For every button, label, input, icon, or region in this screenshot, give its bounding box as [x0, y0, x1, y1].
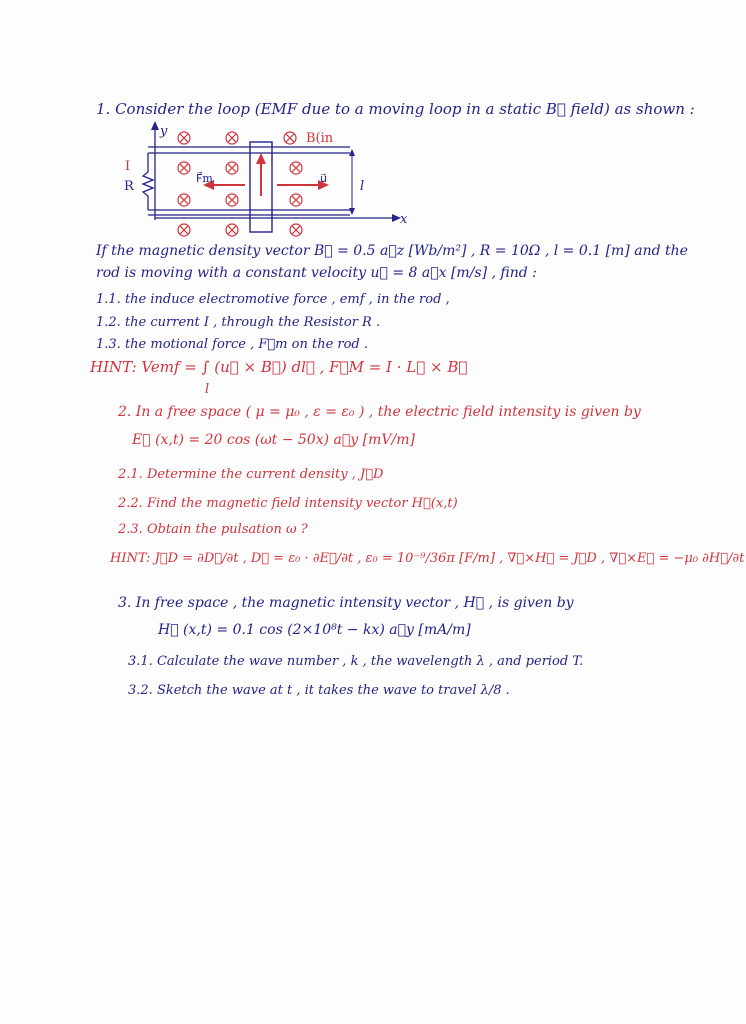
current-label: I — [125, 159, 131, 174]
q2-item-2: 2.2. Find the magnetic field intensity vector H⃗(x,t) — [118, 496, 458, 511]
length-label: l — [360, 179, 365, 194]
q2-item-1: 2.1. Determine the current density , J⃗D — [118, 467, 384, 482]
q3-line2: H⃗ (x,t) = 0.1 cos (2×10⁸t − kx) a⃗y [mA/m] — [158, 622, 471, 638]
q1-item-3: 1.3. the motional force , F⃗m on the rod . — [96, 337, 369, 352]
q2-item-3: 2.3. Obtain the pulsation ω ? — [118, 522, 308, 537]
q3-item-1: 3.1. Calculate the wave number , k , the wavelength λ , and period T. — [128, 654, 584, 669]
q2-line1: 2. In a free space ( μ = μ₀ , ε = ε₀ ) , the electric field intensity is given by — [118, 404, 641, 420]
resistor-label: R — [124, 179, 134, 194]
current-arrowhead — [256, 153, 266, 164]
q2-line2: E⃗ (x,t) = 20 cos (ωt − 50x) a⃗y [mV/m] — [132, 432, 415, 448]
q1-line2: rod is moving with a constant velocity u⃗ = 8 a⃗x [m/s] , find : — [96, 265, 537, 281]
q1-hint-subscript: l — [205, 382, 210, 397]
b-field-label: B(in — [306, 131, 334, 146]
q1-item-1: 1.1. the induce electromotive force , emf , in the rod , — [96, 292, 450, 307]
q1-item-2: 1.2. the current I , through the Resistor R . — [96, 315, 381, 330]
q3-line1: 3. In free space , the magnetic intensity vector , H⃗ , is given by — [118, 595, 574, 611]
x-axis-label: x — [400, 212, 408, 227]
q1-hint: HINT: Vemf = ∫ (u⃗ × B⃗) dl⃗ , F⃗M = I · L⃗ × B⃗ — [90, 358, 468, 376]
y-axis-label: y — [160, 124, 168, 139]
resistor — [143, 153, 153, 210]
q2-hint: HINT: J⃗D = ∂D⃗/∂t , D⃗ = ε₀ · ∂E⃗/∂t , ε₀ = 10⁻⁹/36π [F/m] , ∇⃗×H⃗ = J⃗D , ∇⃗×E⃗ = −μ₀ ∂H⃗/∂t — [110, 551, 745, 566]
velocity-label: u⃗ — [320, 172, 327, 185]
q1-title: 1. Consider the loop (EMF due to a moving loop in a static B⃗ field) as shown : — [96, 100, 695, 118]
y-axis-arrow — [151, 121, 159, 130]
q3-item-2: 3.2. Sketch the wave at t , it takes the wave to travel λ/8 . — [128, 683, 510, 698]
force-label: F⃗m — [196, 172, 213, 185]
q1-line1: If the magnetic density vector B⃗ = 0.5 a⃗z [Wb/m²] , R = 10Ω , l = 0.1 [m] and the — [96, 243, 688, 259]
